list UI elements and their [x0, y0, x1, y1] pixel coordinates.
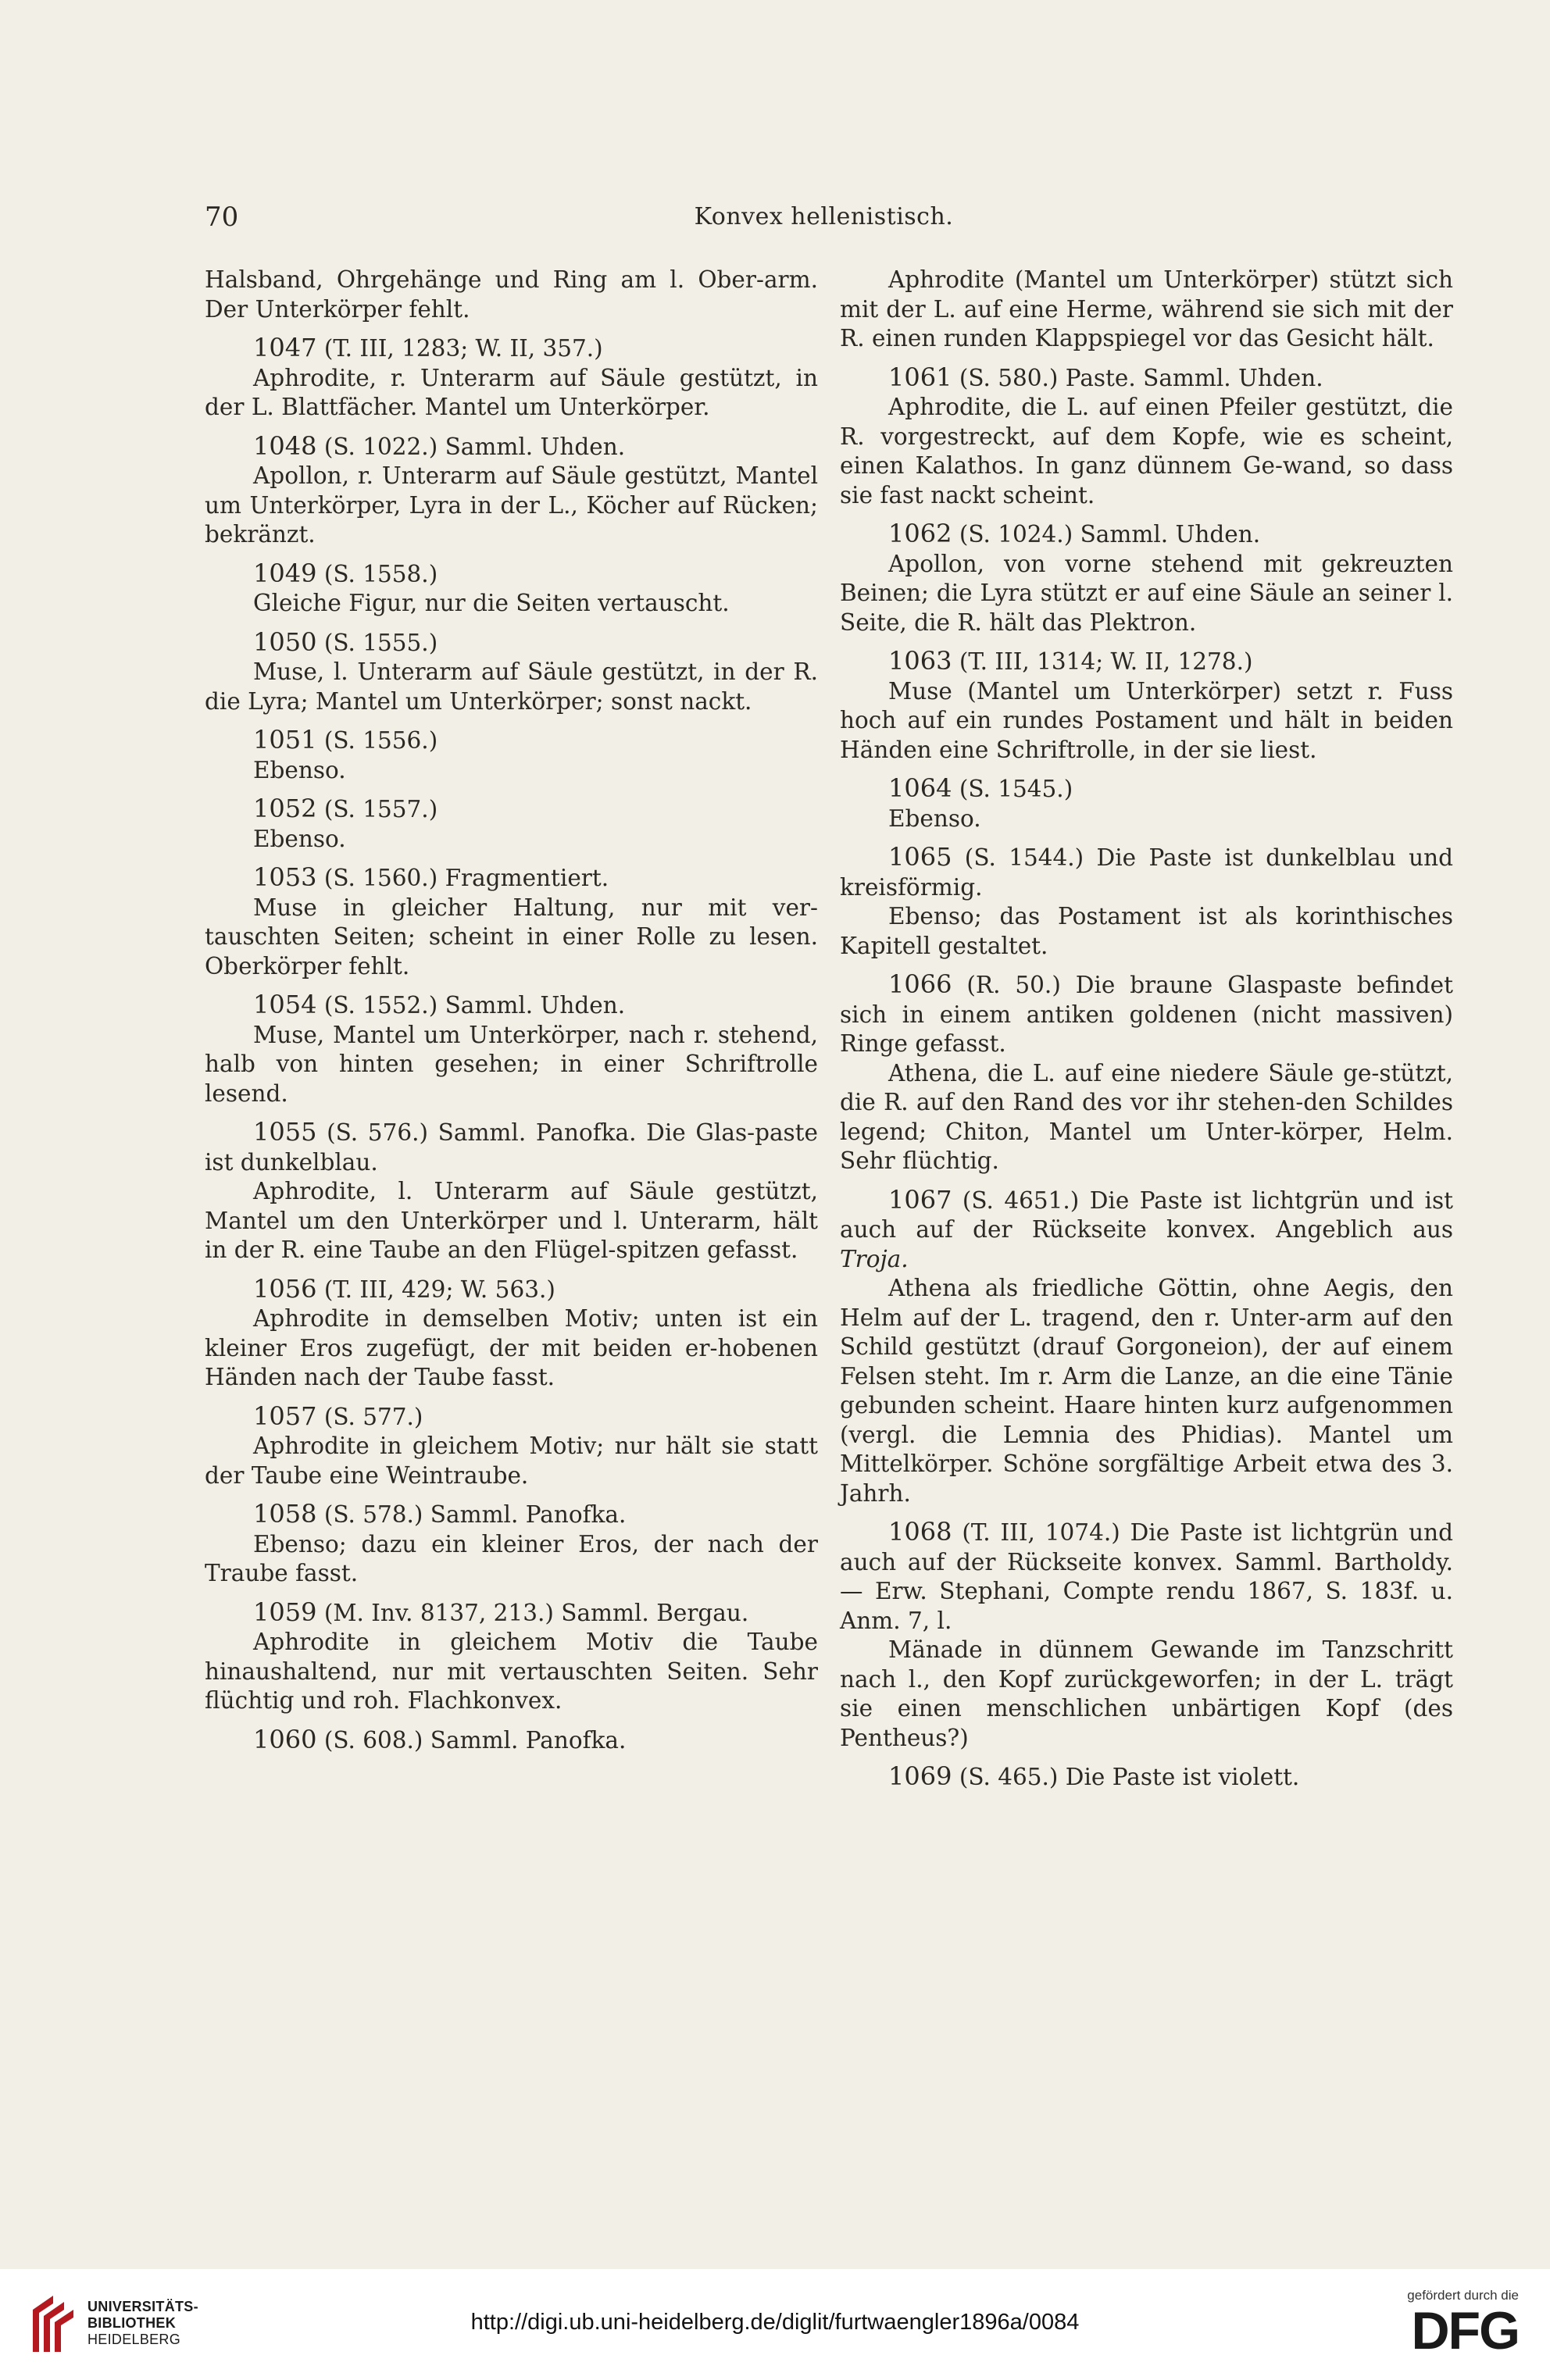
- entry-description: Ebenso; dazu ein kleiner Eros, der nach der Traube fasst.: [205, 1530, 818, 1586]
- catalogue-entry: [205, 1275, 818, 1393]
- entry-number: 1048: [253, 430, 317, 461]
- entry-heading: [205, 1118, 818, 1177]
- right-column: [840, 266, 1453, 1802]
- entry-reference: (R. 50.) Die braune Glaspaste befindet sich in einem antiken goldenen (nicht massiven) Ringe gefasst.: [840, 972, 1453, 1057]
- entry-heading: [205, 726, 818, 756]
- entry-number: 1065: [888, 842, 952, 872]
- entry-provenance: Troja.: [840, 1245, 909, 1272]
- entry-heading: [840, 1186, 1453, 1275]
- catalogue-entry: [840, 266, 1453, 354]
- catalogue-entry: [205, 726, 818, 785]
- entry-heading: [205, 794, 818, 825]
- entry-heading: [205, 1275, 818, 1305]
- catalogue-entry: [840, 843, 1453, 961]
- entry-description: Aphrodite, die L. auf einen Pfeiler gestützt, die R. vorgestreckt, auf dem Kopfe, wie es scheint, einen Kalathos. In ganz dünnem Ge-wand, so dass sie fast nackt scheint.: [840, 394, 1453, 508]
- entry-description: Athena, die L. auf eine niedere Säule ge-stützt, die R. auf den Rand des vor ihr stehen-den Schildes legend; Chiton, Mantel um Unter-körper, Helm. Sehr flüchtig.: [840, 1059, 1453, 1174]
- catalogue-entry: [205, 1725, 818, 1756]
- dfg-logo-icon: DFG: [1411, 2301, 1519, 2360]
- entry-description: Apollon, r. Unterarm auf Säule gestützt, Mantel um Unterkörper, Lyra in der L., Köcher auf Rücken; bekränzt.: [205, 462, 818, 548]
- entry-number: 1062: [888, 519, 952, 548]
- entry-description: Aphrodite (Mantel um Unterkörper) stützt sich mit der L. auf eine Herme, während sie sich mit der R. einen runden Klappspiegel vor das Gesicht hält.: [840, 266, 1453, 351]
- catalogue-entry: [840, 363, 1453, 511]
- catalogue-entry: [205, 266, 818, 324]
- entry-number: 1067: [888, 1184, 952, 1215]
- entry-reference: (S. 1544.) Die Paste ist dunkelblau und kreisförmig.: [840, 844, 1453, 901]
- entry-reference: (S. 4651.) Die Paste ist lichtgrün und ist auch auf der Rückseite konvex. Angeblich aus: [840, 1186, 1453, 1243]
- entry-heading: [205, 863, 818, 894]
- left-column: [205, 266, 818, 1764]
- entry-number: 1055: [253, 1117, 317, 1147]
- catalogue-entry: [840, 774, 1453, 833]
- entry-reference: (S. 578.) Samml. Panofka.: [316, 1501, 627, 1528]
- running-head: Konvex hellenistisch.: [694, 203, 954, 230]
- entry-description: Aphrodite, l. Unterarm auf Säule gestützt, Mantel um den Unterkörper und l. Unterarm, hält in der R. eine Taube an den Flügel-spitzen gefasst.: [205, 1178, 818, 1263]
- entry-number: 1054: [253, 990, 317, 1019]
- catalogue-entry: [840, 970, 1453, 1176]
- entry-heading: [840, 1762, 1453, 1793]
- entry-heading: [840, 774, 1453, 805]
- entry-heading: [205, 1500, 818, 1530]
- catalogue-entry: [840, 519, 1453, 637]
- entry-description: Muse, Mantel um Unterkörper, nach r. stehend, halb von hinten gesehen; in einer Schriftrolle lesend.: [205, 1021, 818, 1107]
- entry-description: Muse (Mantel um Unterkörper) setzt r. Fuss hoch auf ein rundes Postament und hält in beiden Händen eine Schriftrolle, in der sie liest.: [840, 677, 1453, 763]
- catalogue-entry: [205, 794, 818, 854]
- entry-reference: (S. 1022.) Samml. Uhden.: [316, 433, 626, 460]
- catalogue-entry: [205, 990, 818, 1108]
- entry-number: 1053: [253, 862, 317, 892]
- entry-reference: (S. 1558.): [316, 560, 438, 587]
- footer-bar: [0, 2269, 1550, 2380]
- catalogue-entry: [840, 1186, 1453, 1509]
- entry-number: 1066: [888, 969, 952, 999]
- entry-number: 1051: [253, 725, 317, 755]
- entry-reference: (S. 1024.) Samml. Uhden.: [952, 521, 1261, 548]
- entry-reference: (S. 1552.) Samml. Uhden.: [316, 992, 626, 1019]
- sponsor-note: gefördert durch die: [1407, 2288, 1519, 2303]
- entry-reference: (S. 1560.) Fragmentiert.: [316, 865, 609, 891]
- entry-number: 1060: [253, 1724, 317, 1754]
- entry-description: Mänade in dünnem Gewande im Tanzschritt nach l., den Kopf zurückgeworfen; in der L. trägt sie einen menschlichen unbärtigen Kopf (des Pentheus?): [840, 1636, 1453, 1751]
- entry-reference: (T. III, 1283; W. II, 357.): [316, 335, 603, 362]
- entry-reference: (T. III, 1074.) Die Paste ist lichtgrün und auch auf der Rückseite konvex. Samml. Bartholdy. — Erw. Stephani, Compte rendu 1867, S. 183f. u. Anm. 7, l.: [840, 1519, 1453, 1634]
- entry-number: 1058: [253, 1499, 317, 1529]
- entry-number: 1047: [253, 333, 317, 362]
- catalogue-entry: [205, 628, 818, 717]
- entry-number: 1068: [888, 1517, 952, 1547]
- catalogue-entry: [205, 863, 818, 981]
- entry-heading: [840, 1518, 1453, 1636]
- entry-heading: [205, 432, 818, 462]
- entry-reference: (S. 576.) Samml. Panofka. Die Glas-paste ist dunkelblau.: [205, 1119, 818, 1176]
- entry-heading: [205, 1725, 818, 1756]
- catalogue-entry: [205, 1402, 818, 1491]
- entry-number: 1064: [888, 773, 952, 803]
- entry-description: Muse, l. Unterarm auf Säule gestützt, in der R. die Lyra; Mantel um Unterkörper; sonst nackt.: [205, 658, 818, 715]
- entry-heading: [840, 519, 1453, 550]
- entry-description: Apollon, von vorne stehend mit gekreuzten Beinen; die Lyra stützt er auf eine Säule an seiner l. Seite, die R. hält das Plektron.: [840, 550, 1453, 636]
- catalogue-entry: [205, 1598, 818, 1716]
- entry-reference: (S. 1556.): [316, 727, 438, 754]
- entry-heading: [205, 628, 818, 658]
- entry-description: Ebenso.: [888, 805, 981, 832]
- entry-reference: (T. III, 429; W. 563.): [316, 1276, 555, 1303]
- entry-heading: [205, 559, 818, 590]
- entry-number: 1059: [253, 1597, 317, 1627]
- catalogue-entry: [205, 334, 818, 423]
- library-name: UNIVERSITÄTS- BIBLIOTHEK HEIDELBERG: [88, 2299, 198, 2347]
- catalogue-entry: [205, 1500, 818, 1589]
- catalogue-entry: [840, 647, 1453, 765]
- page-number: 70: [205, 202, 239, 233]
- entry-description: Aphrodite in gleichem Motiv; nur hält sie statt der Taube eine Weintraube.: [205, 1433, 818, 1489]
- entry-reference: (S. 608.) Samml. Panofka.: [316, 1726, 627, 1754]
- page-header: [205, 202, 1443, 241]
- entry-number: 1052: [253, 794, 317, 823]
- entry-reference: (S. 1557.): [316, 796, 438, 822]
- entry-heading: [205, 1598, 818, 1629]
- entry-reference: (S. 1545.): [952, 776, 1073, 802]
- entry-description: Ebenso.: [253, 825, 346, 852]
- entry-description: Muse in gleicher Haltung, nur mit ver-tauschten Seiten; scheint in einer Rolle zu lesen. Oberkörper fehlt.: [205, 894, 818, 979]
- entry-description: Gleiche Figur, nur die Seiten vertauscht.: [253, 590, 730, 616]
- entry-number: 1057: [253, 1401, 317, 1431]
- entry-reference: (S. 577.): [316, 1403, 423, 1430]
- source-url-link[interactable]: http://digi.ub.uni-heidelberg.de/diglit/furtwaengler1896a/0084: [470, 2310, 1080, 2335]
- catalogue-entry: [205, 1118, 818, 1265]
- entry-heading: [840, 970, 1453, 1059]
- catalogue-entry: [840, 1762, 1453, 1793]
- entry-number: 1050: [253, 626, 317, 657]
- catalogue-entry: [205, 559, 818, 619]
- entry-number: 1049: [253, 558, 317, 588]
- entry-reference: (T. III, 1314; W. II, 1278.): [952, 648, 1253, 675]
- entry-reference: (S. 1555.): [316, 629, 438, 656]
- entry-description: Halsband, Ohrgehänge und Ring am l. Ober-arm. Der Unterkörper fehlt.: [205, 266, 818, 323]
- entry-reference: (S. 465.) Die Paste ist violett.: [952, 1764, 1300, 1790]
- entry-description: Athena als friedliche Göttin, ohne Aegis, den Helm auf der L. tragend, den r. Unter-arm auf den Schild gestützt (drauf Gorgoneion), der auf einem Felsen steht. Im r. Arm die Lanze, an die eine Tänie gebunden scheint. Haare hinten kurz aufgenommen (vergl. die Lemnia des Phidias). Mantel um Mittelkörper. Schöne sorgfältige Arbeit etwa des 3. Jahrh.: [840, 1275, 1453, 1507]
- entry-description: Aphrodite in demselben Motiv; unten ist ein kleiner Eros zugefügt, der mit beiden er-hobenen Händen nach der Taube fasst.: [205, 1305, 818, 1390]
- entry-description: Aphrodite, r. Unterarm auf Säule gestützt, in der L. Blattfächer. Mantel um Unterkörper.: [205, 364, 818, 420]
- catalogue-entry: [840, 1518, 1453, 1753]
- entry-description: Ebenso; das Postament ist als korinthisches Kapitell gestaltet.: [840, 903, 1453, 959]
- entry-number: 1056: [253, 1273, 317, 1304]
- entry-description: Aphrodite in gleichem Motiv die Taube hinaushaltend, nur mit vertauschten Seiten. Sehr flüchtig und roh. Flachkonvex.: [205, 1629, 818, 1714]
- entry-heading: [840, 647, 1453, 677]
- entry-heading: [205, 990, 818, 1021]
- catalogue-entry: [205, 432, 818, 550]
- entry-reference: (M. Inv. 8137, 213.) Samml. Bergau.: [316, 1599, 749, 1626]
- entry-reference: (S. 580.) Paste. Samml. Uhden.: [952, 364, 1323, 391]
- entry-number: 1063: [888, 646, 952, 676]
- entry-heading: [205, 1402, 818, 1433]
- entry-heading: [840, 843, 1453, 902]
- entry-description: Ebenso.: [253, 756, 346, 783]
- dfg-sponsor[interactable]: [1370, 2288, 1519, 2366]
- entry-number: 1061: [888, 362, 952, 392]
- entry-number: 1069: [888, 1761, 952, 1791]
- entry-heading: [840, 363, 1453, 394]
- entry-heading: [205, 334, 818, 364]
